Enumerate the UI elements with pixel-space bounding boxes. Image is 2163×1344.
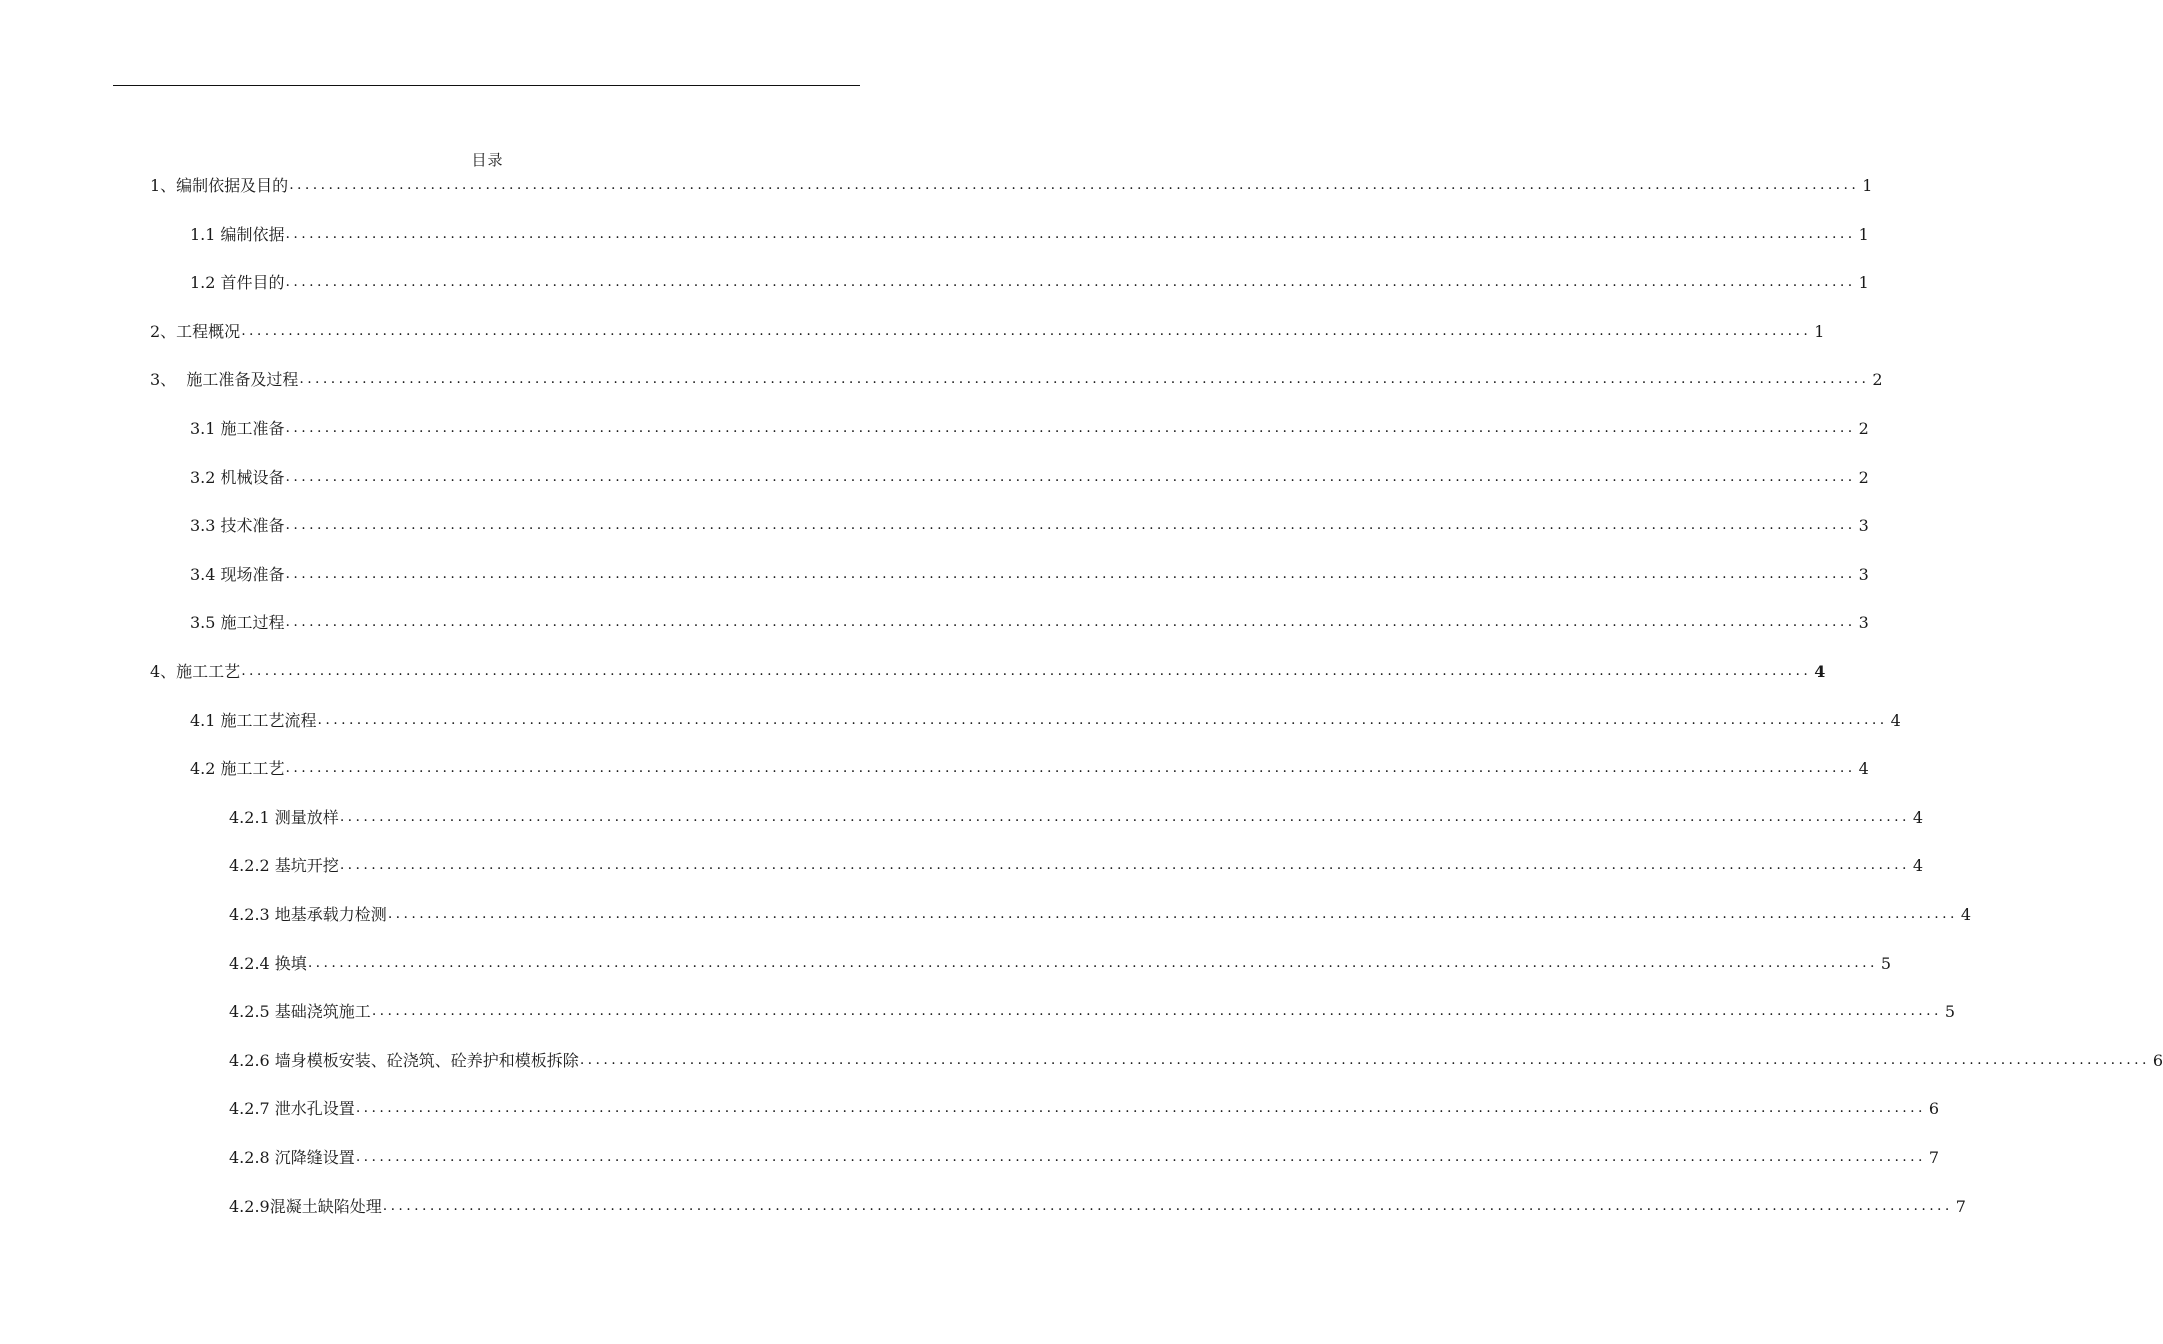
toc-page-number: 5	[1944, 1002, 1956, 1021]
toc-entry[interactable]	[150, 658, 1826, 682]
toc-entry-label: 3、 施工准备及过程	[150, 370, 299, 389]
toc-dot-leader: ........................................................................................................................................................................................................	[285, 566, 1856, 582]
toc-entry[interactable]	[190, 512, 1869, 536]
toc-entry[interactable]	[190, 561, 1869, 585]
toc-entry[interactable]	[190, 755, 1869, 779]
toc-dot-leader: ........................................................................................................................................................................................................	[307, 955, 1878, 971]
toc-page-number: 7	[1955, 1197, 1966, 1216]
toc-entry[interactable]	[229, 1095, 1940, 1119]
toc-dot-leader: ........................................................................................................................................................................................................	[285, 226, 1856, 242]
toc-dot-leader: ........................................................................................................................................................................................................	[241, 663, 1812, 679]
toc-entry-label: 4.2.2 基坑开挖	[229, 856, 339, 875]
toc-page-number: 1	[1858, 273, 1869, 292]
toc-page-number: 1	[1858, 225, 1869, 244]
toc-entry[interactable]	[190, 269, 1869, 293]
toc-page-number: 6	[1928, 1099, 1940, 1118]
toc-dot-leader: ........................................................................................................................................................................................................	[355, 1100, 1926, 1116]
toc-entry-label: 1、编制依据及目的	[150, 176, 289, 195]
toc-page-number: 4	[1912, 856, 1924, 875]
toc-dot-leader: ........................................................................................................................................................................................................	[285, 517, 1856, 533]
toc-entry[interactable]	[229, 901, 1972, 925]
toc-dot-leader: ........................................................................................................................................................................................................	[285, 760, 1856, 776]
toc-entry[interactable]	[229, 950, 1892, 974]
toc-dot-leader: ........................................................................................................................................................................................................	[289, 177, 1860, 193]
toc-page-number: 2	[1872, 370, 1883, 389]
toc-entry-label: 4.2.3 地基承载力检测	[229, 905, 387, 924]
toc-entry-label: 2、工程概况	[150, 322, 241, 341]
toc-dot-leader: ........................................................................................................................................................................................................	[317, 712, 1888, 728]
toc-entry-label: 4.2.8 沉降缝设置	[229, 1148, 355, 1167]
toc-entry-label: 3.2 机械设备	[190, 468, 285, 487]
toc-dot-leader: ........................................................................................................................................................................................................	[285, 469, 1856, 485]
toc-entry-label: 4.2.1 测量放样	[229, 808, 339, 827]
toc-entry-label: 4.2 施工工艺	[190, 759, 285, 778]
toc-page-number: 4	[1814, 662, 1826, 681]
toc-entry-label: 4、施工工艺	[150, 662, 241, 681]
toc-entry[interactable]	[229, 1193, 1966, 1217]
toc-entry[interactable]	[229, 998, 1956, 1022]
toc-entry[interactable]	[190, 609, 1869, 633]
toc-entry[interactable]	[229, 1144, 1940, 1168]
toc-entry-label: 1.2 首件目的	[190, 273, 285, 292]
toc-entry-label: 3.4 现场准备	[190, 565, 285, 584]
toc-dot-leader: ........................................................................................................................................................................................................	[299, 371, 1870, 387]
toc-dot-leader: ........................................................................................................................................................................................................	[339, 809, 1910, 825]
toc-entry[interactable]	[229, 1047, 2163, 1071]
toc-entry-label: 4.2.4 换填	[229, 954, 307, 973]
toc-dot-leader: ........................................................................................................................................................................................................	[285, 420, 1856, 436]
toc-dot-leader: ........................................................................................................................................................................................................	[355, 1149, 1926, 1165]
toc-page-number: 4	[1960, 905, 1972, 924]
toc-dot-leader: ........................................................................................................................................................................................................	[371, 1003, 1942, 1019]
toc-page-number: 6	[2152, 1051, 2163, 1070]
toc-page-number: 3	[1858, 613, 1869, 632]
toc-page-number: 3	[1858, 516, 1869, 535]
toc-page-number: 4	[1890, 711, 1901, 730]
toc-page-number: 7	[1928, 1148, 1940, 1167]
toc-entry-label: 3.5 施工过程	[190, 613, 285, 632]
toc-page-number: 5	[1880, 954, 1892, 973]
toc-dot-leader: ........................................................................................................................................................................................................	[241, 323, 1812, 339]
toc-page-number: 2	[1858, 419, 1869, 438]
toc-entry[interactable]	[229, 852, 1924, 876]
toc-entry-label: 3.1 施工准备	[190, 419, 285, 438]
toc-page-number: 4	[1858, 759, 1869, 778]
toc-page-number: 3	[1858, 565, 1869, 584]
toc-page-number: 1	[1814, 322, 1825, 341]
toc-entry-label: 3.3 技术准备	[190, 516, 285, 535]
toc-page-number: 2	[1858, 468, 1869, 487]
toc-entry[interactable]	[190, 415, 1869, 439]
toc-dot-leader: ........................................................................................................................................................................................................	[387, 906, 1958, 922]
toc-dot-leader: ........................................................................................................................................................................................................	[339, 857, 1910, 873]
toc-dot-leader: ........................................................................................................................................................................................................	[579, 1052, 2150, 1068]
toc-entry[interactable]	[190, 707, 1901, 731]
toc-title: 目录	[471, 151, 504, 169]
toc-page-number: 1	[1862, 176, 1873, 195]
toc-entry[interactable]	[150, 366, 1883, 390]
toc-entry[interactable]	[150, 318, 1825, 342]
toc-entry-label: 4.2.6 墙身模板安装、砼浇筑、砼养护和模板拆除	[229, 1051, 579, 1070]
toc-entry[interactable]	[229, 804, 1924, 828]
toc-page-number: 4	[1912, 808, 1924, 827]
toc-entry[interactable]	[190, 221, 1869, 245]
toc-entry-label: 4.2.9混凝土缺陷处理	[229, 1197, 382, 1216]
toc-entry-label: 4.1 施工工艺流程	[190, 711, 317, 730]
toc-entry[interactable]	[150, 172, 1873, 196]
toc-entry-label: 4.2.5 基础浇筑施工	[229, 1002, 371, 1021]
toc-entry-label: 1.1 编制依据	[190, 225, 285, 244]
toc-dot-leader: ........................................................................................................................................................................................................	[382, 1198, 1953, 1214]
toc-dot-leader: ........................................................................................................................................................................................................	[285, 274, 1856, 290]
toc-entry-label: 4.2.7 泄水孔设置	[229, 1099, 355, 1118]
toc-entry[interactable]	[190, 464, 1869, 488]
toc-dot-leader: ........................................................................................................................................................................................................	[285, 614, 1856, 630]
